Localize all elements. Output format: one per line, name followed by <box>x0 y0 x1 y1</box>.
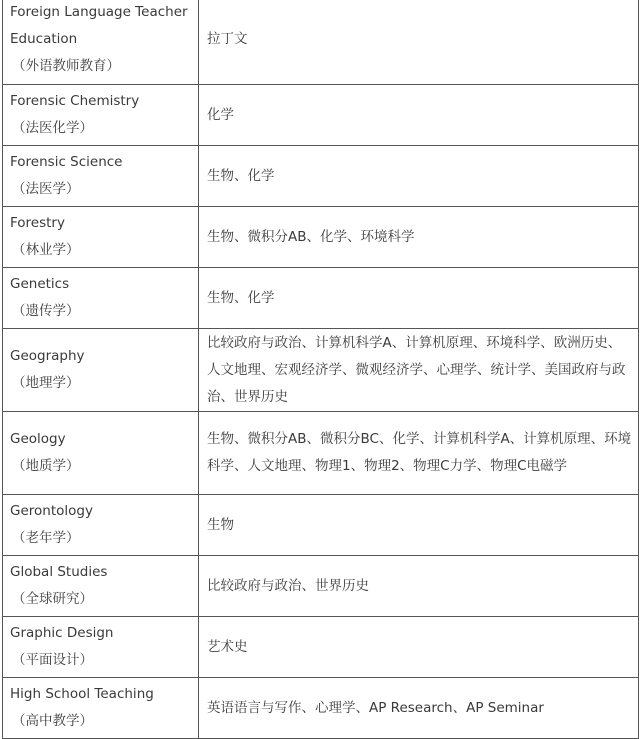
major-name-cn: （遗传学） <box>12 303 80 319</box>
table-row <box>3 85 639 146</box>
major-cell <box>3 146 199 207</box>
table-row <box>3 268 639 329</box>
major-cell <box>3 0 199 85</box>
subjects-cell: 生物、微积分AB、微积分BC、化学、计算机科学A、计算机原理、环境科学、人文地理、物理1、物理2、物理C力学、物理C电磁学 <box>199 412 639 495</box>
major-name-cn: （老年学） <box>12 530 80 546</box>
major-name-en: Graphic Design <box>10 625 114 641</box>
major-name-cn: （林业学） <box>12 242 80 258</box>
major-cell <box>3 617 199 678</box>
subjects-cell: 比较政府与政治、计算机科学A、计算机原理、环境科学、欧洲历史、人文地理、宏观经济学、微观经济学、心理学、统计学、美国政府与政治、世界历史 <box>199 329 639 412</box>
major-name-en: Forensic Chemistry <box>10 93 140 109</box>
table-row <box>3 329 639 412</box>
major-cell <box>3 268 199 329</box>
major-cell <box>3 412 199 495</box>
major-cell <box>3 329 199 412</box>
major-name-cn: （高中教学） <box>12 713 93 729</box>
major-name-en: Forensic Science <box>10 154 123 170</box>
subjects-cell: 化学 <box>199 85 639 146</box>
major-name-en: Global Studies <box>10 564 108 580</box>
subjects-cell: 英语语言与写作、心理学、AP Research、AP Seminar <box>199 678 639 739</box>
subjects-cell: 艺术史 <box>199 617 639 678</box>
major-name-cn: （地理学） <box>12 375 80 391</box>
table-row <box>3 556 639 617</box>
subjects-cell: 生物 <box>199 495 639 556</box>
major-name-en: Gerontology <box>10 503 93 519</box>
major-cell <box>3 495 199 556</box>
subjects-cell: 拉丁文 <box>199 0 639 85</box>
majors-table <box>2 0 639 739</box>
major-name-en: Genetics <box>10 276 70 292</box>
major-name-en: Foreign Language Teacher Education <box>10 4 188 47</box>
table-row <box>3 207 639 268</box>
major-name-cn: （地质学） <box>12 458 80 474</box>
major-cell <box>3 678 199 739</box>
major-name-cn: （法医化学） <box>12 120 93 136</box>
major-name-en: Geology <box>10 431 66 447</box>
major-name-en: Geography <box>10 348 85 364</box>
major-name-en: Forestry <box>10 215 65 231</box>
major-name-cn: （全球研究） <box>12 591 93 607</box>
table-row <box>3 678 639 739</box>
major-name-cn: （平面设计） <box>12 652 93 668</box>
major-name-cn: （法医学） <box>12 181 80 197</box>
table-row <box>3 412 639 495</box>
table-row <box>3 617 639 678</box>
subjects-cell: 生物、微积分AB、化学、环境科学 <box>199 207 639 268</box>
table-row <box>3 0 639 85</box>
major-cell <box>3 556 199 617</box>
subjects-cell: 生物、化学 <box>199 146 639 207</box>
subjects-cell: 生物、化学 <box>199 268 639 329</box>
table-row <box>3 495 639 556</box>
major-name-cn: （外语教师教育） <box>12 58 120 74</box>
major-cell <box>3 207 199 268</box>
major-name-en: High School Teaching <box>10 686 154 702</box>
table-row <box>3 146 639 207</box>
subjects-cell: 比较政府与政治、世界历史 <box>199 556 639 617</box>
major-cell <box>3 85 199 146</box>
